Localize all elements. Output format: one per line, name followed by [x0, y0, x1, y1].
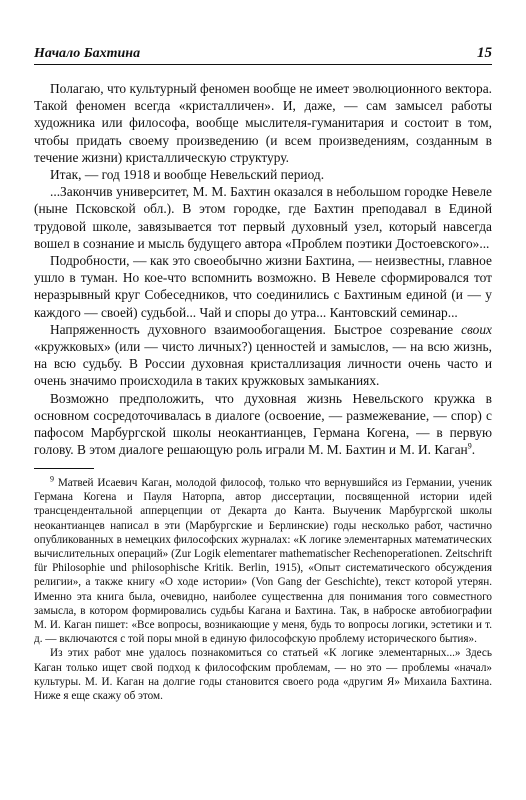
paragraph [34, 321, 492, 390]
main-text [34, 80, 492, 458]
footnote-divider [34, 468, 94, 469]
footnote-reference: 9 [467, 441, 472, 451]
page-number: 15 [477, 45, 492, 61]
paragraph: ...Закончив университет, М. М. Бахтин оказался в небольшом городке Невеле (ныне Псковской обл.). В этом городке, где Бахтин преподавал в Единой трудовой школе, завязывается тот первый духовный узел, который навсегда вошел в сознание и мысль будущего автора «Проблем поэтики Достоевского»... [34, 184, 492, 251]
footnotes [34, 476, 492, 703]
page-header [34, 40, 492, 65]
emphasized-word: своих [461, 321, 492, 337]
footnote-continuation: Из этих работ мне удалось познакомиться со статьей «К логике элементарных...» Здесь Каган только ищет свой подход к философским проблемам, — но это — проблемы «начал» культуры. М. И. Каган на долгие годы становится своего рода «другим Я» Михаила Бахтина. Ниже я еще скажу об этом. [34, 647, 492, 703]
running-head: Начало Бахтина [34, 46, 141, 61]
paragraph: Возможно предположить, что духовная жизнь Невельского кружка в основном сосредоточивалась в диалоге (освоение, — размежевание, — спор) с пафосом Марбургской школы неокантианцев, Германа Когена, — в первую голову. В этом диалоге решающую роль играли М. М. Бахтин и М. И. Каган$^9$. [34, 390, 492, 458]
footnote-mark: 9 [50, 474, 54, 484]
footnote-text: Матвей Исаевич Каган, молодой философ, только что вернувшийся из Германии, ученик Германа Когена и Пауля Наторпа, автор диссертации, посвященной истории идей трансцендентальной апперцепции от Декарта до Канта. Выученик Марбургской школы неокантианцев написал в эти (Марбургские и Берлинские) годы несколько работ, частично опубликованных в немецких философских журналах: «К логике элементарных математических вычислительных операций» (Zur Logik elementarer mathematischer Rechenoperationen. Zeitschrift für Philosophie und philosophische Kritik. Berlin, 1915), «Опыт систематического обсуждения религии», а также книгу «О ходе истории» (Von Gang der Geschichte), текст которой утерян. Именно эта книга была, очевидно, наиболее существенна для понимания того совместного замысла, в котором формировались судьбы Кагана и Бахтина. Так, в наброске автобиографии М. И. Каган пишет: «Все вопросы, возникающие у меня, будь то вопросы логики, эстетики и т. д. — включаются с той поры мной в единую философскую проблему исторического бытия». [34, 477, 493, 646]
paragraph: Полагаю, что культурный феномен вообще не имеет эволюционного вектора. Такой феномен всегда «кристалличен». И, даже, — сам замысел работы художника или философа, вообще мыслителя-гуманитария и состоит в том, чтобы придать своему произведению (и всем произведениям, созданным в течение жизни) кристаллическую структуру. [34, 81, 492, 165]
paragraph-text: Напряженность духовного взаимообогащения. Быстрое созревание [50, 321, 462, 337]
footnote [34, 476, 492, 646]
paragraph: Итак, — год 1918 и вообще Невельский период. [50, 167, 325, 183]
paragraph-text: «кружковых» (или — чисто личных?) ценностей и замыслов, — на всю жизнь, на всю судьбу. В России духовная кристаллизация личности очень часто и очень значимо происходила в таких кружковых замыканиях. [34, 339, 492, 389]
paragraph: Подробности, — как это своеобычно жизни Бахтина, — неизвестны, главное ушло в туман. Но кое-что вспомнить возможно. В Невеле сформировался тот неразрывный круг Собеседников, что соединились с Бахтиным единой (и — у каждого — своей) судьбой... Чай и споры до утра... Кантовский семинар... [34, 253, 492, 320]
paragraph-text: Возможно предположить, что духовная жизнь Невельского кружка в основном сосредоточивалась в диалоге (освоение, — размежевание, — спор) с пафосом Марбургской школы неокантианцев, Германа Когена, — в первую голову. В этом диалоге решающую роль играли М. М. Бахтин и М. И. Каган [34, 390, 492, 458]
